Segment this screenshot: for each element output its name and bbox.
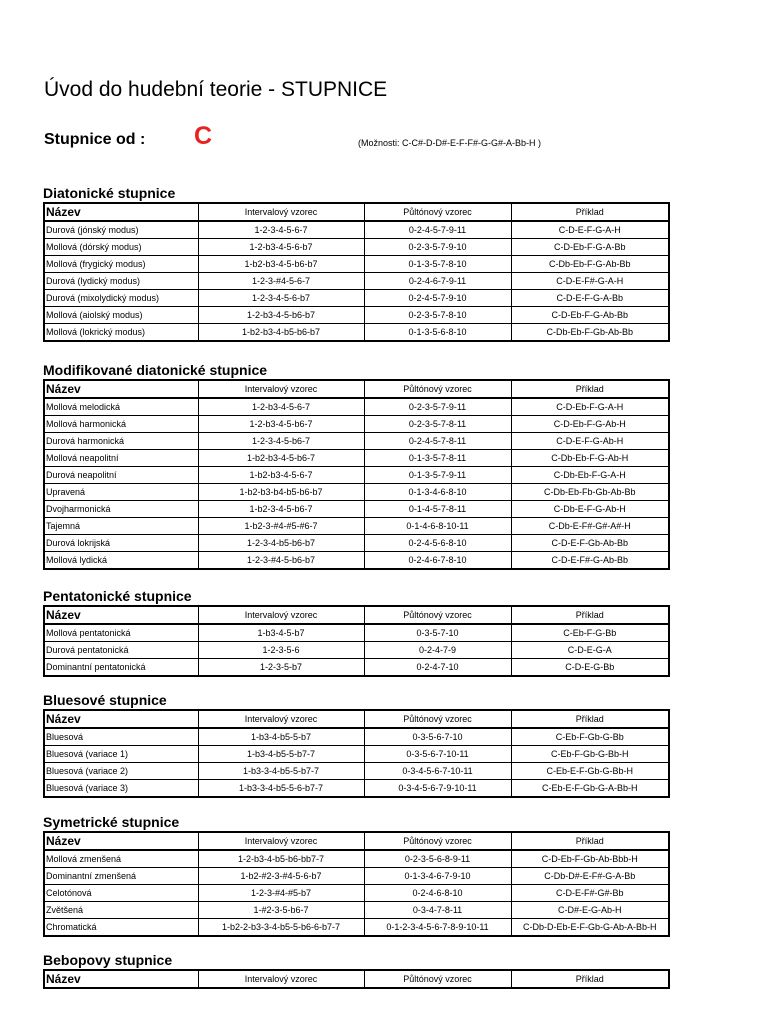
- header-name: Název: [44, 710, 198, 728]
- header-semitone: Půltónový vzorec: [364, 203, 511, 221]
- example-cell[interactable]: C-D-E-F-G-A-Bb: [511, 290, 669, 307]
- interval-cell[interactable]: 1-b2-#2-3-#4-5-6-b7: [198, 868, 364, 885]
- header-semitone: Půltónový vzorec: [364, 606, 511, 624]
- table-header-row: [44, 710, 669, 728]
- semitone-cell[interactable]: 0-2-3-5-7-8-10: [364, 307, 511, 324]
- semitone-cell[interactable]: 0-2-4-5-7-9-11: [364, 221, 511, 239]
- name-cell[interactable]: Durová neapolitní: [44, 467, 198, 484]
- example-cell[interactable]: C-Db-Eb-F-G-Ab-Bb: [511, 256, 669, 273]
- header-example: Příklad: [511, 203, 669, 221]
- name-cell[interactable]: Dvojharmonická: [44, 501, 198, 518]
- interval-cell[interactable]: 1-b2-2-b3-3-4-b5-5-b6-6-b7-7: [198, 919, 364, 937]
- example-cell[interactable]: C-D-E-G-Bb: [511, 659, 669, 677]
- name-cell[interactable]: Bluesová (variace 1): [44, 746, 198, 763]
- example-cell[interactable]: C-Db-Eb-F-G-Ab-H: [511, 450, 669, 467]
- interval-cell[interactable]: 1-b2-b3-4-5-b6-b7: [198, 256, 364, 273]
- example-cell[interactable]: C-D-E-F-G-A-H: [511, 221, 669, 239]
- interval-cell[interactable]: 1-2-b3-4-b5-b6-bb7-7: [198, 850, 364, 868]
- table-row: [44, 433, 669, 450]
- example-cell[interactable]: C-Db-Eb-F-G-A-H: [511, 467, 669, 484]
- interval-cell[interactable]: 1-2-3-5-b7: [198, 659, 364, 677]
- semitone-cell[interactable]: 0-2-4-5-6-8-10: [364, 535, 511, 552]
- table-row: [44, 501, 669, 518]
- header-interval: Intervalový vzorec: [198, 832, 364, 850]
- header-example: Příklad: [511, 970, 669, 988]
- name-cell[interactable]: Mollová (dórský modus): [44, 239, 198, 256]
- name-cell[interactable]: Upravená: [44, 484, 198, 501]
- semitone-cell[interactable]: 0-1-3-5-6-8-10: [364, 324, 511, 342]
- section-title: Modifikované diatonické stupnice: [43, 362, 268, 378]
- semitone-cell[interactable]: 0-1-3-5-7-9-11: [364, 467, 511, 484]
- interval-cell[interactable]: 1-b3-4-b5-5-b7-7: [198, 746, 364, 763]
- table-row: [44, 307, 669, 324]
- table-row: [44, 780, 669, 798]
- name-cell[interactable]: Mollová lydická: [44, 552, 198, 570]
- example-cell[interactable]: C-Eb-E-F-Gb-G-Bb-H: [511, 763, 669, 780]
- interval-cell[interactable]: 1-b2-b3-4-5-b6-7: [198, 450, 364, 467]
- table-header-row: [44, 203, 669, 221]
- name-cell[interactable]: Tajemná: [44, 518, 198, 535]
- example-cell[interactable]: C-D-Eb-F-Gb-Ab-Bbb-H: [511, 850, 669, 868]
- semitone-cell[interactable]: 0-1-3-4-6-7-9-10: [364, 868, 511, 885]
- header-name: Název: [44, 606, 198, 624]
- table-row: [44, 416, 669, 433]
- name-cell[interactable]: Bluesová: [44, 728, 198, 746]
- name-cell[interactable]: Bluesová (variace 3): [44, 780, 198, 798]
- header-name: Název: [44, 970, 198, 988]
- example-cell[interactable]: C-Eb-E-F-Gb-G-A-Bb-H: [511, 780, 669, 798]
- semitone-cell[interactable]: 0-1-2-3-4-5-6-7-8-9-10-11: [364, 919, 511, 937]
- table-row: [44, 467, 669, 484]
- scale-section: [43, 691, 668, 798]
- header-interval: Intervalový vzorec: [198, 970, 364, 988]
- example-cell[interactable]: C-D-E-F#-G#-Bb: [511, 885, 669, 902]
- header-semitone: Půltónový vzorec: [364, 970, 511, 988]
- header-name: Název: [44, 832, 198, 850]
- name-cell[interactable]: Durová (lydický modus): [44, 273, 198, 290]
- semitone-cell[interactable]: 0-3-4-5-6-7-9-10-11: [364, 780, 511, 798]
- semitone-cell[interactable]: 0-2-4-7-9: [364, 642, 511, 659]
- scale-table: [43, 969, 670, 989]
- semitone-cell[interactable]: 0-2-4-6-7-9-11: [364, 273, 511, 290]
- table-row: [44, 552, 669, 570]
- example-cell[interactable]: C-Db-Eb-Fb-Gb-Ab-Bb: [511, 484, 669, 501]
- scale-section: [43, 951, 668, 989]
- example-cell[interactable]: C-Db-D-Eb-E-F-Gb-G-Ab-A-Bb-H: [511, 919, 669, 937]
- interval-cell[interactable]: 1-2-3-4-5-6-b7: [198, 290, 364, 307]
- header-interval: Intervalový vzorec: [198, 203, 364, 221]
- table-row: [44, 642, 669, 659]
- interval-cell[interactable]: 1-2-3-5-6: [198, 642, 364, 659]
- section-title: Bebopovy stupnice: [43, 952, 173, 968]
- header-example: Příklad: [511, 710, 669, 728]
- header-interval: Intervalový vzorec: [198, 380, 364, 398]
- interval-cell[interactable]: 1-#2-3-5-b6-7: [198, 902, 364, 919]
- header-interval: Intervalový vzorec: [198, 710, 364, 728]
- scale-table: [43, 379, 670, 570]
- table-header-row: [44, 832, 669, 850]
- name-cell[interactable]: Durová pentatonická: [44, 642, 198, 659]
- root-options-hint: (Možnosti: C-C#-D-D#-E-F-F#-G-G#-A-Bb-H ): [358, 138, 542, 148]
- scale-table: [43, 202, 670, 342]
- table-row: [44, 902, 669, 919]
- scale-section: [43, 587, 668, 677]
- semitone-cell[interactable]: 0-2-3-5-7-9-10: [364, 239, 511, 256]
- table-row: [44, 763, 669, 780]
- header-example: Příklad: [511, 832, 669, 850]
- example-cell[interactable]: C-D-E-F-G-Ab-H: [511, 433, 669, 450]
- semitone-cell[interactable]: 0-2-4-5-7-8-11: [364, 433, 511, 450]
- section-title: Diatonické stupnice: [43, 185, 176, 201]
- interval-cell[interactable]: 1-b2-b3-b4-b5-b6-b7: [198, 484, 364, 501]
- semitone-cell[interactable]: 0-3-4-5-6-7-10-11: [364, 763, 511, 780]
- name-cell[interactable]: Durová harmonická: [44, 433, 198, 450]
- semitone-cell[interactable]: 0-1-4-6-8-10-11: [364, 518, 511, 535]
- interval-cell[interactable]: 1-b2-3-4-5-b6-7: [198, 501, 364, 518]
- interval-cell[interactable]: 1-b3-3-4-b5-5-6-b7-7: [198, 780, 364, 798]
- table-row: [44, 398, 669, 416]
- name-cell[interactable]: Mollová neapolitní: [44, 450, 198, 467]
- table-row: [44, 273, 669, 290]
- example-cell[interactable]: C-Eb-F-G-Bb: [511, 624, 669, 642]
- interval-cell[interactable]: 1-2-b3-4-5-b6-b7: [198, 307, 364, 324]
- header-semitone: Půltónový vzorec: [364, 832, 511, 850]
- example-cell[interactable]: C-Db-E-F#-G#-A#-H: [511, 518, 669, 535]
- table-row: [44, 450, 669, 467]
- interval-cell[interactable]: 1-b2-b3-4-b5-b6-b7: [198, 324, 364, 342]
- table-row: [44, 624, 669, 642]
- interval-cell[interactable]: 1-b3-4-b5-5-b7: [198, 728, 364, 746]
- name-cell[interactable]: Chromatická: [44, 919, 198, 937]
- table-row: [44, 919, 669, 937]
- example-cell[interactable]: C-D-E-F#-G-A-H: [511, 273, 669, 290]
- table-row: [44, 728, 669, 746]
- semitone-cell[interactable]: 0-2-3-5-7-9-11: [364, 398, 511, 416]
- semitone-cell[interactable]: 0-2-3-5-6-8-9-11: [364, 850, 511, 868]
- example-cell[interactable]: C-Eb-F-Gb-G-Bb-H: [511, 746, 669, 763]
- name-cell[interactable]: Zvětšená: [44, 902, 198, 919]
- interval-cell[interactable]: 1-2-b3-4-5-6-b7: [198, 239, 364, 256]
- name-cell[interactable]: Dominantní zmenšená: [44, 868, 198, 885]
- interval-cell[interactable]: 1-2-3-#4-5-6-7: [198, 273, 364, 290]
- scale-table: [43, 831, 670, 937]
- table-row: [44, 324, 669, 342]
- table-row: [44, 484, 669, 501]
- name-cell[interactable]: Durová (jónský modus): [44, 221, 198, 239]
- scale-section: [43, 813, 668, 937]
- interval-cell[interactable]: 1-b3-4-5-b7: [198, 624, 364, 642]
- name-cell[interactable]: Mollová (aiolský modus): [44, 307, 198, 324]
- name-cell[interactable]: Mollová pentatonická: [44, 624, 198, 642]
- interval-cell[interactable]: 1-2-3-4-b5-b6-b7: [198, 535, 364, 552]
- table-header-row: [44, 970, 669, 988]
- interval-cell[interactable]: 1-2-3-#4-#5-b7: [198, 885, 364, 902]
- name-cell[interactable]: Mollová zmenšená: [44, 850, 198, 868]
- table-header-row: [44, 380, 669, 398]
- table-row: [44, 518, 669, 535]
- header-name: Název: [44, 203, 198, 221]
- table-row: [44, 239, 669, 256]
- semitone-cell[interactable]: 0-2-4-6-7-8-10: [364, 552, 511, 570]
- header-semitone: Půltónový vzorec: [364, 380, 511, 398]
- example-cell[interactable]: C-D-Eb-F-G-A-Bb: [511, 239, 669, 256]
- table-row: [44, 256, 669, 273]
- semitone-cell[interactable]: 0-1-3-4-6-8-10: [364, 484, 511, 501]
- scale-table: [43, 605, 670, 677]
- semitone-cell[interactable]: 0-3-5-6-7-10: [364, 728, 511, 746]
- section-title: Bluesové stupnice: [43, 692, 167, 708]
- name-cell[interactable]: Durová lokrijská: [44, 535, 198, 552]
- semitone-cell[interactable]: 0-2-4-6-8-10: [364, 885, 511, 902]
- example-cell[interactable]: C-D-E-F-Gb-Ab-Bb: [511, 535, 669, 552]
- semitone-cell[interactable]: 0-2-4-5-7-9-10: [364, 290, 511, 307]
- page-title: Úvod do hudební teorie - STUPNICE: [44, 78, 388, 101]
- example-cell[interactable]: C-D-Eb-F-G-A-H: [511, 398, 669, 416]
- interval-cell[interactable]: 1-b3-3-4-b5-5-b7-7: [198, 763, 364, 780]
- table-row: [44, 746, 669, 763]
- table-row: [44, 885, 669, 902]
- header-example: Příklad: [511, 380, 669, 398]
- header-name: Název: [44, 380, 198, 398]
- semitone-cell[interactable]: 0-3-4-7-8-11: [364, 902, 511, 919]
- example-cell[interactable]: C-Db-E-F-G-Ab-H: [511, 501, 669, 518]
- name-cell[interactable]: Dominantní pentatonická: [44, 659, 198, 677]
- semitone-cell[interactable]: 0-1-3-5-7-8-11: [364, 450, 511, 467]
- name-cell[interactable]: Celotónová: [44, 885, 198, 902]
- table-row: [44, 290, 669, 307]
- scale-table: [43, 709, 670, 798]
- interval-cell[interactable]: 1-b2-3-#4-#5-#6-7: [198, 518, 364, 535]
- interval-cell[interactable]: 1-2-3-4-5-6-7: [198, 221, 364, 239]
- semitone-cell[interactable]: 0-2-4-7-10: [364, 659, 511, 677]
- semitone-cell[interactable]: 0-3-5-6-7-10-11: [364, 746, 511, 763]
- root-label: Stupnice od :: [44, 131, 146, 148]
- name-cell[interactable]: Durová (mixolydický modus): [44, 290, 198, 307]
- table-header-row: [44, 606, 669, 624]
- interval-cell[interactable]: 1-2-b3-4-5-b6-7: [198, 416, 364, 433]
- interval-cell[interactable]: 1-2-b3-4-5-6-7: [198, 398, 364, 416]
- section-title: Symetrické stupnice: [43, 814, 180, 830]
- section-title: Pentatonické stupnice: [43, 588, 192, 604]
- name-cell[interactable]: Mollová (lokrický modus): [44, 324, 198, 342]
- table-row: [44, 868, 669, 885]
- interval-cell[interactable]: 1-2-3-4-5-b6-7: [198, 433, 364, 450]
- semitone-cell[interactable]: 0-2-3-5-7-8-11: [364, 416, 511, 433]
- header-semitone: Půltónový vzorec: [364, 710, 511, 728]
- example-cell[interactable]: C-Eb-F-Gb-G-Bb: [511, 728, 669, 746]
- example-cell[interactable]: C-Db-D#-E-F#-G-A-Bb: [511, 868, 669, 885]
- example-cell[interactable]: C-D-E-G-A: [511, 642, 669, 659]
- header-example: Příklad: [511, 606, 669, 624]
- header-interval: Intervalový vzorec: [198, 606, 364, 624]
- name-cell[interactable]: Mollová harmonická: [44, 416, 198, 433]
- semitone-cell[interactable]: 0-1-4-5-7-8-11: [364, 501, 511, 518]
- name-cell[interactable]: Mollová melodická: [44, 398, 198, 416]
- semitone-cell[interactable]: 0-1-3-5-7-8-10: [364, 256, 511, 273]
- example-cell[interactable]: C-D-Eb-F-G-Ab-Bb: [511, 307, 669, 324]
- table-row: [44, 850, 669, 868]
- example-cell[interactable]: C-D-E-F#-G-Ab-Bb: [511, 552, 669, 570]
- table-row: [44, 535, 669, 552]
- interval-cell[interactable]: 1-b2-b3-4-5-6-7: [198, 467, 364, 484]
- example-cell[interactable]: C-D#-E-G-Ab-H: [511, 902, 669, 919]
- root-note-value[interactable]: C: [194, 122, 213, 150]
- table-row: [44, 221, 669, 239]
- name-cell[interactable]: Bluesová (variace 2): [44, 763, 198, 780]
- semitone-cell[interactable]: 0-3-5-7-10: [364, 624, 511, 642]
- example-cell[interactable]: C-Db-Eb-F-Gb-Ab-Bb: [511, 324, 669, 342]
- interval-cell[interactable]: 1-2-3-#4-5-b6-b7: [198, 552, 364, 570]
- table-row: [44, 659, 669, 677]
- example-cell[interactable]: C-D-Eb-F-G-Ab-H: [511, 416, 669, 433]
- scale-section: [43, 361, 668, 570]
- scale-section: [43, 184, 668, 342]
- name-cell[interactable]: Mollová (frygický modus): [44, 256, 198, 273]
